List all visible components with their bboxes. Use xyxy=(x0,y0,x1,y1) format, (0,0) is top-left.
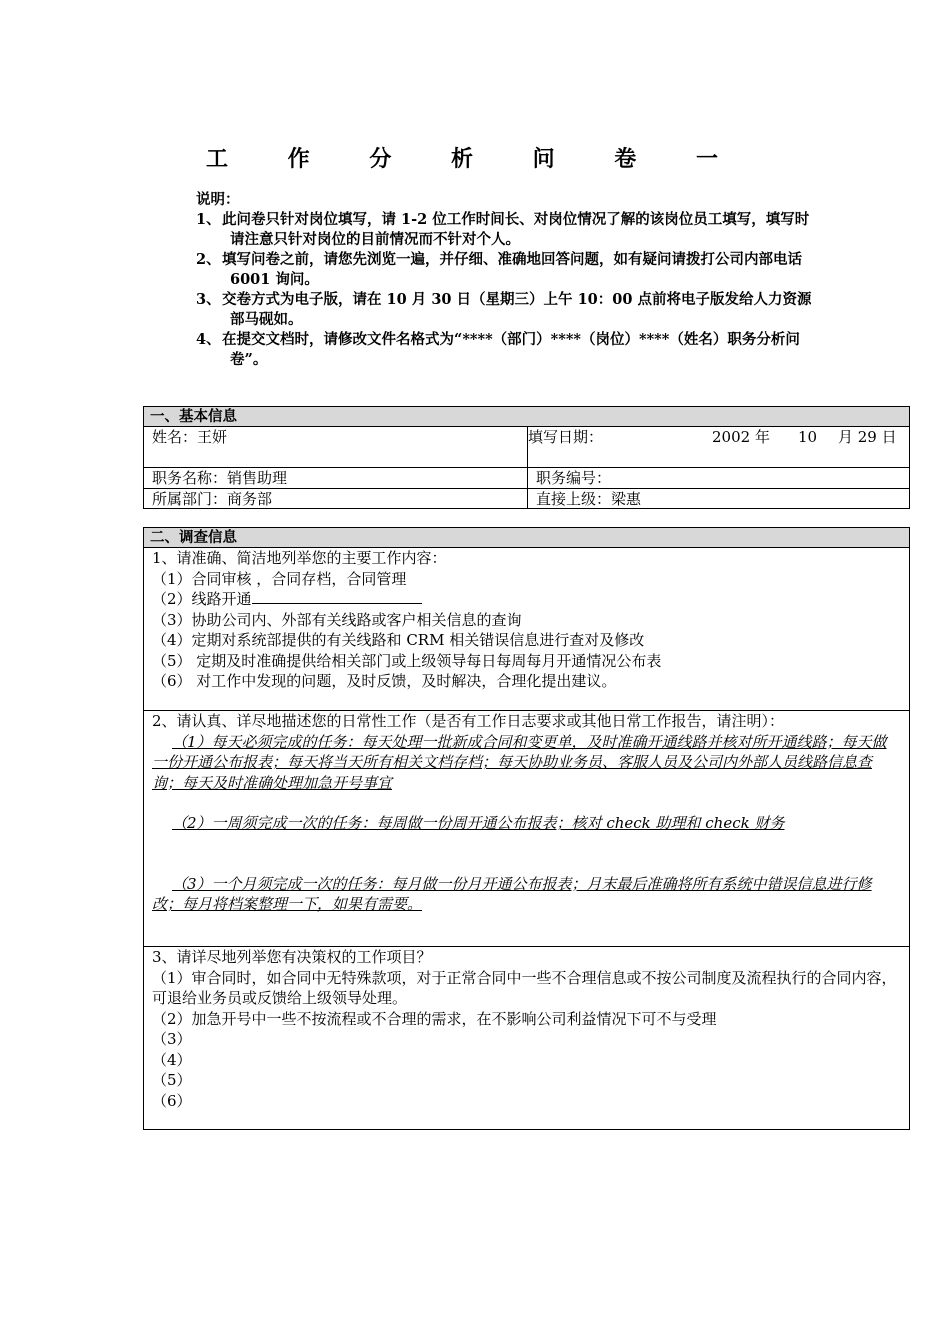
list-item: （5） xyxy=(152,1071,192,1089)
table-row xyxy=(144,468,909,489)
list-item: （3）协助公司内、外部有关线路或客户相关信息的查询 xyxy=(152,610,522,629)
answer-daily: （1）每天必须完成的任务：每天处理一批新成合同和变更单，及时准确开通线路并核对所开通线路；每天做一份开通公布报表；每天将当天所有相关文档存档；每天协助业务员、客服人员及公司内外部人员线路信息查询；每天及时准确处理加急开号事宜 xyxy=(152,732,887,792)
fill-date-day: 月 29 日 xyxy=(838,428,897,446)
instruction-item: 4、在提交文档时，请修改文件名格式为“****（部门）****（岗位）****（姓名）职务分析问卷”。 xyxy=(196,331,800,368)
position-field[interactable]: 职务名称：销售助理 xyxy=(144,468,528,488)
survey-header: 二、调查信息 xyxy=(144,528,909,548)
name-field[interactable]: 姓名：王妍 xyxy=(144,427,528,467)
list-item: （6） 对工作中发现的问题，及时反馈，及时解决，合理化提出建议。 xyxy=(152,672,617,690)
fill-date-year: 2002 年 xyxy=(712,428,770,446)
list-item: （4）定期对系统部提供的有关线路和 CRM 相关错误信息进行查对及修改 xyxy=(152,631,645,649)
instruction-item: 3、交卷方式为电子版，请在 10 月 30 日（星期三）上午 10：00 点前将电子版发给人力资源部马砚如。 xyxy=(196,291,812,328)
list-item: （2）线路开通 xyxy=(152,589,901,610)
list-item: （6） xyxy=(152,1091,192,1110)
basic-info-header: 一、基本信息 xyxy=(144,407,909,427)
instructions-label: 说明： xyxy=(196,191,240,208)
question-2-title: 2、请认真、详尽地描述您的日常性工作（是否有工作日志要求或其他日常工作报告，请注明）： xyxy=(152,712,785,730)
instructions xyxy=(196,190,816,370)
supervisor-field[interactable]: 直接上级：梁惠 xyxy=(536,490,642,508)
basic-info-table xyxy=(143,406,910,509)
answer-monthly: （3）一个月须完成一次的任务：每月做一份月开通公布报表；月末最后准确将所有系统中错误信息进行修改；每月将档案整理一下，如果有需要。 xyxy=(152,874,872,913)
instruction-item: 1、此问卷只针对岗位填写，请 1-2 位工作时间长、对岗位情况了解的该岗位员工填写，填写时请注意只针对岗位的目前情况而不针对个人。 xyxy=(196,211,810,248)
list-item: （2）加急开号中一些不按流程或不合理的需求，在不影响公司利益情况下可不与受理 xyxy=(152,1009,717,1028)
list-item: （1）审合同时，如合同中无特殊款项，对于正常合同中一些不合理信息或不按公司制度及流程执行的合同内容，可退给业务员或反馈给上级领导处理。 xyxy=(152,968,897,1007)
question-3-title: 3、请详尽地列举您有决策权的工作项目？ xyxy=(152,948,432,966)
question-2[interactable] xyxy=(144,711,909,947)
table-row xyxy=(144,489,909,508)
position-no-field[interactable]: 职务编号： xyxy=(536,469,612,487)
department-field[interactable]: 所属部门：商务部 xyxy=(144,489,528,508)
table-row xyxy=(144,427,909,468)
list-item: （3） xyxy=(152,1030,192,1048)
question-1-title: 1、请准确、简洁地列举您的主要工作内容： xyxy=(152,549,447,567)
fill-date-month: 10 xyxy=(798,428,818,446)
blank-underline xyxy=(252,589,422,604)
list-item: （4） xyxy=(152,1050,192,1069)
question-1[interactable] xyxy=(144,548,909,711)
list-item: （5） 定期及时准确提供给相关部门或上级领导每日每周每月开通情况公布表 xyxy=(152,651,662,670)
instruction-item: 2、填写问卷之前，请您先浏览一遍，并仔细、准确地回答问题，如有疑问请拨打公司内部电话 6001 询问。 xyxy=(196,251,802,288)
fill-date-label: 填写日期： xyxy=(528,428,604,446)
page-title: 工 作 分 析 问 卷 一 xyxy=(206,146,744,172)
answer-weekly: （2）一周须完成一次的任务：每周做一份周开通公布报表；核对 check 助理和 check 财务 xyxy=(172,814,785,832)
fill-date-field[interactable] xyxy=(528,427,909,467)
question-3[interactable] xyxy=(144,947,909,1129)
list-item: （1）合同审核 ，合同存档，合同管理 xyxy=(152,569,407,588)
survey-table xyxy=(143,527,910,1130)
